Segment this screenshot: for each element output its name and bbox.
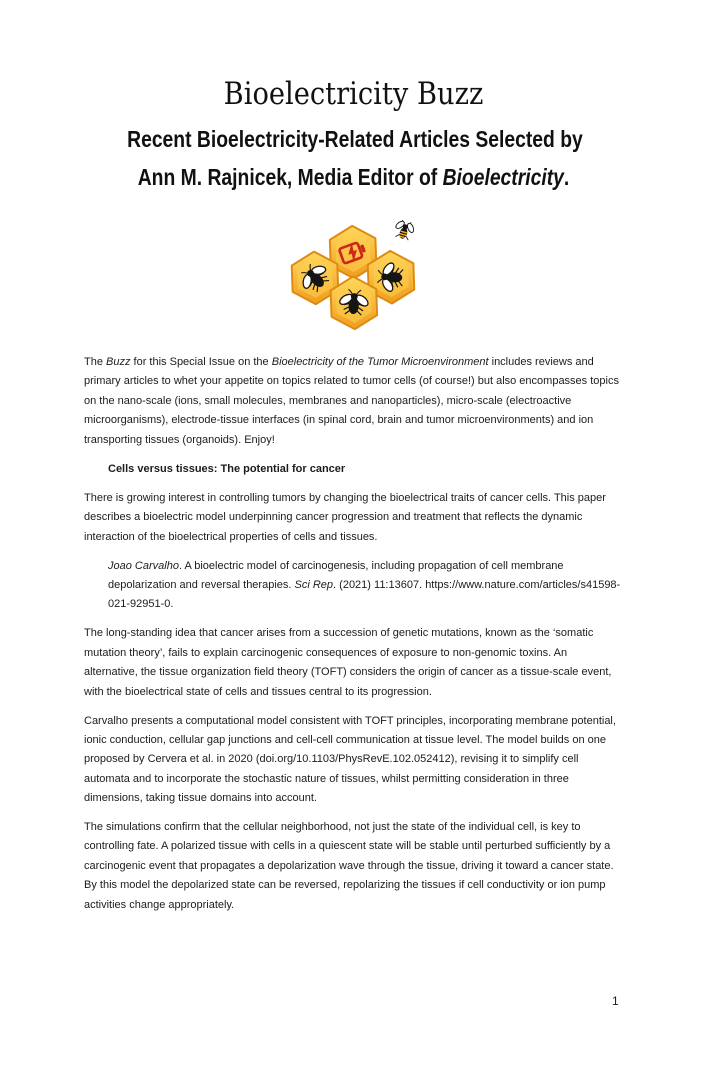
page-subtitle (84, 120, 623, 196)
paragraph-simulations: The simulations confirm that the cellular neighborhood, not just the state of the individual cell, is key to controlling fate. A polarized tissue with cells in a quiescent state will be stable until perturbed sufficiently by a carcinogenic event that propagates a depolarization wave through the tissue, driving it toward a cancer state. By this model the depolarized state can be reversed, repolarizing the tissues if cell conductivity or ion pump activities change appropriately. (84, 821, 614, 911)
intro-paragraph: The Buzz for this Special Issue on the Bioelectricity of the Tumor Microenvironment includes reviews and primary articles to whet your appetite on topics related to tumor cells (of course!) but also encompasses topics on the nano-scale (ions, small molecules, membranes and nanoparticles), micro-scale (electroactive microorganisms), electrode-tissue interfaces (in spinal cord, brain and tumor microenvironments) and ion transporting tissues (organoids). Enjoy! (84, 356, 619, 446)
honeycomb-bees-logo (265, 220, 443, 341)
subtitle-line-1: Recent Bioelectricity-Related Articles Selected by (127, 126, 583, 152)
document-body (84, 353, 623, 915)
section-heading: Cells versus tissues: The potential for cancer (108, 462, 346, 475)
citation-block: Joao Carvalho. A bioelectric model of carcinogenesis, including propagation of cell membrane depolarization and reversal therapies. Sci Rep. (2021) 11:13607. https://www.nature.com/articles/s41598-021-92951-0. (108, 559, 621, 611)
paragraph-toft: The long-standing idea that cancer arises from a succession of genetic mutations, known as the ‘somatic mutation theory’, fails to explain carcinogenic consequences of exposure to non-genomic toxins. An alternative, the tissue organization field theory (TOFT) considers the origin of cancer as a tissue-scale event, with the bioelectrical state of cells and tissues central to its progression. (84, 627, 612, 698)
paragraph-interest: There is growing interest in controlling tumors by changing the bioelectrical traits of cancer cells. This paper describes a bioelectric model underpinning cancer progression and treatment that reflects the dynamic interaction of the bioelectrical properties of cells and tissues. (84, 491, 606, 543)
page-number: 1 (612, 994, 619, 1008)
paragraph-model: Carvalho presents a computational model consistent with TOFT principles, incorporating membrane potential, ionic conduction, cellular gap junctions and cell-cell communication at tissue level. The model builds on one proposed by Cervera et al. in 2020 (doi.org/10.1103/PhysRevE.102.052412), revising it to simplify cell automata and to incorporate the stochastic nature of tissues, whilst permitting consideration in three dimensions, taking tissue domains into account. (84, 714, 616, 805)
honeycomb-logo-svg (268, 220, 440, 336)
flying-bee-icon (391, 220, 416, 241)
document-page (0, 74, 707, 1074)
page-title: Bioelectricity Buzz (223, 76, 484, 112)
subtitle-line-2: Ann M. Rajnicek, Media Editor of Bioelectricity. (137, 164, 570, 190)
